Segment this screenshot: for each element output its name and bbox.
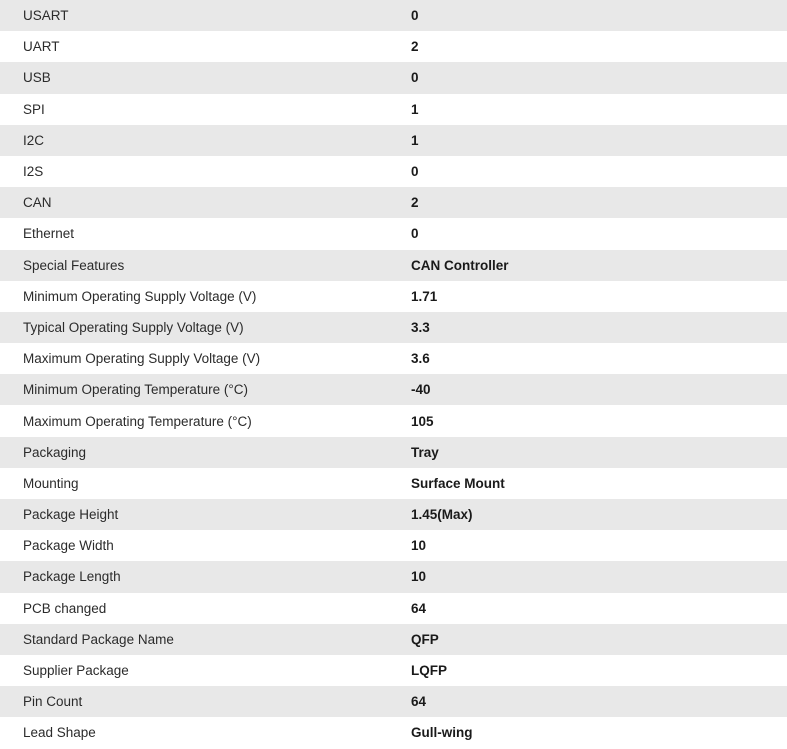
spec-row — [0, 530, 787, 561]
spec-row — [0, 624, 787, 655]
spec-value: 0 — [388, 156, 787, 187]
spec-row — [0, 468, 787, 499]
spec-row — [0, 655, 787, 686]
spec-value: 1.45(Max) — [388, 499, 787, 530]
spec-row — [0, 437, 787, 468]
spec-row — [0, 686, 787, 717]
spec-value: Gull-wing — [388, 717, 787, 748]
spec-value: CAN Controller — [388, 250, 787, 281]
spec-label: USB — [0, 62, 388, 93]
spec-label: CAN — [0, 187, 388, 218]
spec-label: Packaging — [0, 437, 388, 468]
spec-value: -40 — [388, 374, 787, 405]
spec-row — [0, 374, 787, 405]
spec-value: QFP — [388, 624, 787, 655]
spec-row — [0, 593, 787, 624]
spec-value: 0 — [388, 218, 787, 249]
spec-row — [0, 187, 787, 218]
spec-label: PCB changed — [0, 593, 388, 624]
spec-label: Package Height — [0, 499, 388, 530]
spec-value: 105 — [388, 405, 787, 436]
spec-value: 1 — [388, 125, 787, 156]
spec-value: Surface Mount — [388, 468, 787, 499]
spec-label: Typical Operating Supply Voltage (V) — [0, 312, 388, 343]
spec-label: Supplier Package — [0, 655, 388, 686]
spec-label: Standard Package Name — [0, 624, 388, 655]
spec-row — [0, 281, 787, 312]
spec-value: 64 — [388, 593, 787, 624]
spec-row — [0, 218, 787, 249]
spec-label: Special Features — [0, 250, 388, 281]
spec-row — [0, 156, 787, 187]
spec-value: 64 — [388, 686, 787, 717]
spec-label: Package Width — [0, 530, 388, 561]
spec-label: I2S — [0, 156, 388, 187]
spec-row — [0, 405, 787, 436]
spec-value: LQFP — [388, 655, 787, 686]
spec-label: Ethernet — [0, 218, 388, 249]
spec-label: Mounting — [0, 468, 388, 499]
spec-row — [0, 62, 787, 93]
spec-label: UART — [0, 31, 388, 62]
spec-label: Pin Count — [0, 686, 388, 717]
spec-value: Tray — [388, 437, 787, 468]
spec-label: Minimum Operating Supply Voltage (V) — [0, 281, 388, 312]
spec-value: 10 — [388, 561, 787, 592]
spec-row — [0, 250, 787, 281]
spec-label: Maximum Operating Supply Voltage (V) — [0, 343, 388, 374]
spec-row — [0, 717, 787, 748]
spec-row — [0, 499, 787, 530]
spec-value: 2 — [388, 187, 787, 218]
spec-row — [0, 561, 787, 592]
spec-value: 2 — [388, 31, 787, 62]
spec-label: Minimum Operating Temperature (°C) — [0, 374, 388, 405]
spec-value: 0 — [388, 0, 787, 31]
spec-label: Maximum Operating Temperature (°C) — [0, 405, 388, 436]
spec-label: I2C — [0, 125, 388, 156]
spec-value: 1 — [388, 94, 787, 125]
spec-label: Package Length — [0, 561, 388, 592]
spec-row — [0, 0, 787, 31]
spec-label: USART — [0, 0, 388, 31]
spec-row — [0, 31, 787, 62]
spec-label: Lead Shape — [0, 717, 388, 748]
spec-value: 0 — [388, 62, 787, 93]
spec-row — [0, 94, 787, 125]
spec-row — [0, 343, 787, 374]
spec-value: 3.3 — [388, 312, 787, 343]
spec-value: 10 — [388, 530, 787, 561]
spec-label: SPI — [0, 94, 388, 125]
spec-row — [0, 312, 787, 343]
spec-row — [0, 125, 787, 156]
spec-value: 3.6 — [388, 343, 787, 374]
spec-value: 1.71 — [388, 281, 787, 312]
